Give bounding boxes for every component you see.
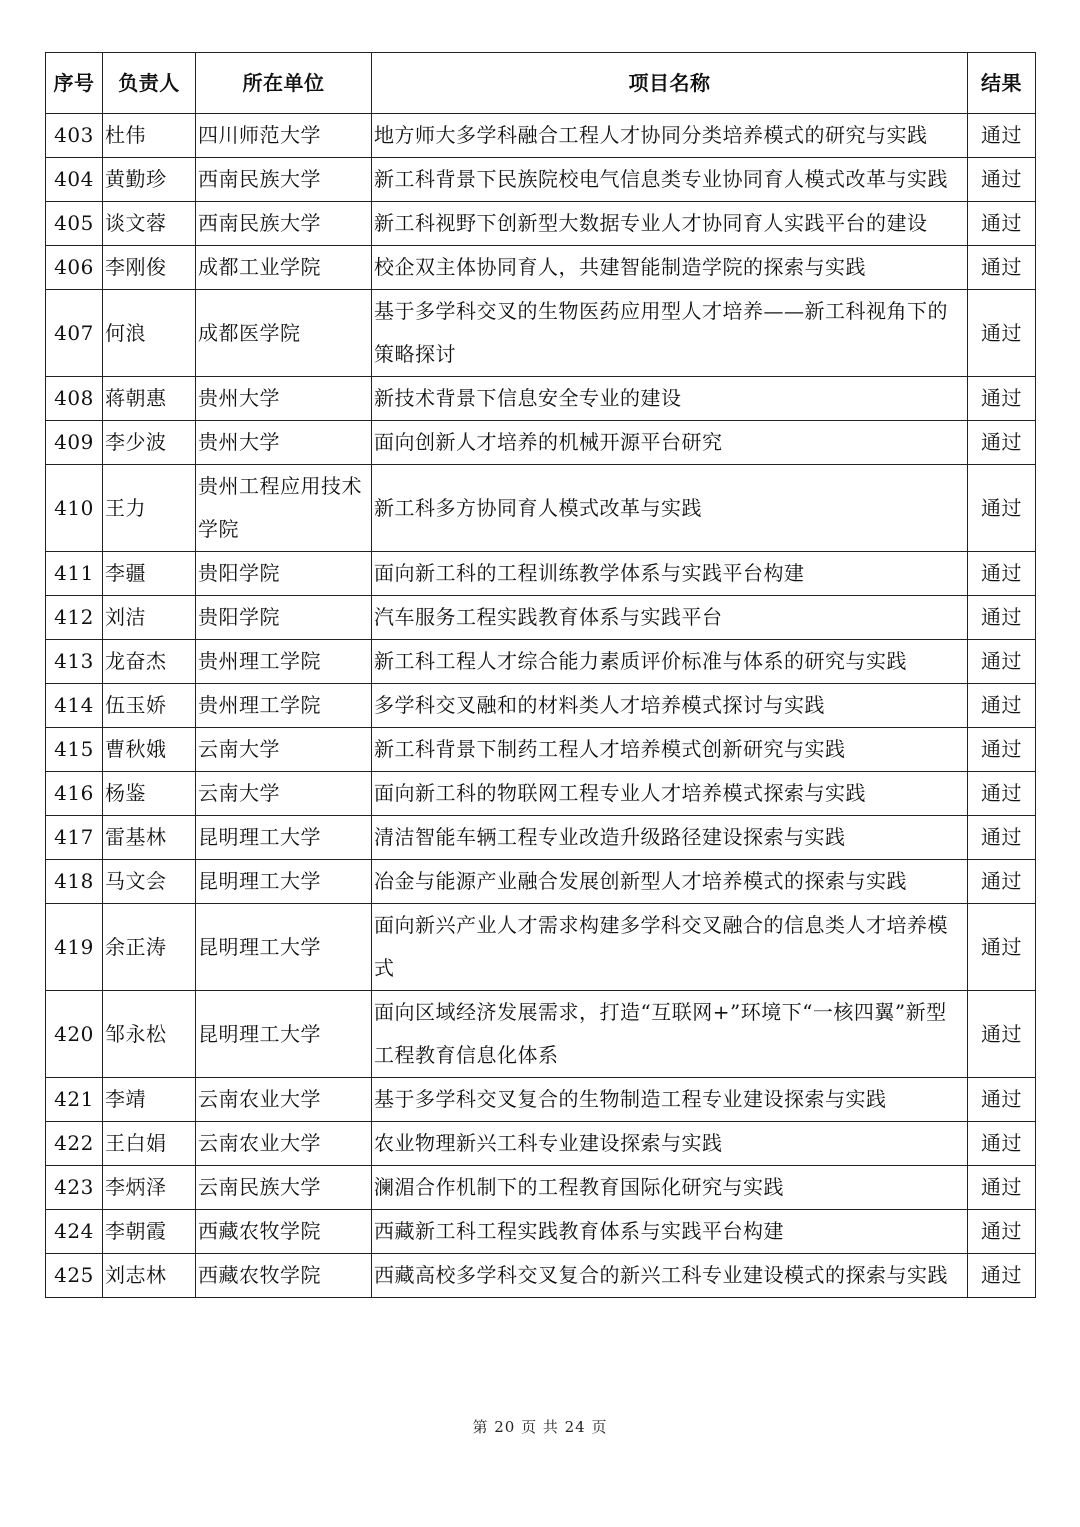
cell-result: 通过 [968, 640, 1036, 684]
cell-unit: 成都医学院 [196, 290, 372, 377]
cell-result: 通过 [968, 1122, 1036, 1166]
cell-no: 420 [46, 991, 103, 1078]
cell-no: 417 [46, 816, 103, 860]
cell-leader: 黄勤珍 [103, 158, 196, 202]
cell-no: 407 [46, 290, 103, 377]
table-row [46, 1210, 1036, 1254]
cell-project: 面向新工科的工程训练教学体系与实践平台构建 [372, 552, 968, 596]
cell-result: 通过 [968, 1254, 1036, 1298]
cell-unit: 云南大学 [196, 728, 372, 772]
cell-no: 422 [46, 1122, 103, 1166]
cell-no: 414 [46, 684, 103, 728]
cell-result: 通过 [968, 421, 1036, 465]
cell-unit: 西藏农牧学院 [196, 1254, 372, 1298]
cell-result: 通过 [968, 684, 1036, 728]
table-row [46, 860, 1036, 904]
cell-project: 新工科多方协同育人模式改革与实践 [372, 465, 968, 552]
cell-leader: 李少波 [103, 421, 196, 465]
cell-no: 423 [46, 1166, 103, 1210]
table-row [46, 684, 1036, 728]
cell-project: 校企双主体协同育人，共建智能制造学院的探索与实践 [372, 246, 968, 290]
cell-unit: 云南农业大学 [196, 1078, 372, 1122]
cell-result: 通过 [968, 860, 1036, 904]
header-result: 结果 [968, 53, 1036, 114]
cell-leader: 王白娟 [103, 1122, 196, 1166]
cell-result: 通过 [968, 1210, 1036, 1254]
cell-unit: 云南农业大学 [196, 1122, 372, 1166]
cell-no: 418 [46, 860, 103, 904]
table-row [46, 991, 1036, 1078]
cell-project: 面向创新人才培养的机械开源平台研究 [372, 421, 968, 465]
cell-unit: 西南民族大学 [196, 202, 372, 246]
header-project: 项目名称 [372, 53, 968, 114]
table-row [46, 772, 1036, 816]
cell-unit: 云南大学 [196, 772, 372, 816]
header-row [46, 53, 1036, 114]
cell-result: 通过 [968, 1078, 1036, 1122]
cell-result: 通过 [968, 772, 1036, 816]
cell-project: 地方师大多学科融合工程人才协同分类培养模式的研究与实践 [372, 114, 968, 158]
cell-project: 西藏新工科工程实践教育体系与实践平台构建 [372, 1210, 968, 1254]
cell-project: 面向新工科的物联网工程专业人才培养模式探索与实践 [372, 772, 968, 816]
cell-no: 406 [46, 246, 103, 290]
cell-result: 通过 [968, 202, 1036, 246]
cell-no: 403 [46, 114, 103, 158]
cell-result: 通过 [968, 114, 1036, 158]
cell-unit: 西南民族大学 [196, 158, 372, 202]
header-unit: 所在单位 [196, 53, 372, 114]
table-row [46, 640, 1036, 684]
cell-unit: 昆明理工大学 [196, 816, 372, 860]
table-row [46, 1254, 1036, 1298]
cell-no: 415 [46, 728, 103, 772]
cell-project: 汽车服务工程实践教育体系与实践平台 [372, 596, 968, 640]
table-row [46, 377, 1036, 421]
cell-unit: 昆明理工大学 [196, 860, 372, 904]
cell-project: 清洁智能车辆工程专业改造升级路径建设探索与实践 [372, 816, 968, 860]
cell-no: 412 [46, 596, 103, 640]
cell-project: 多学科交叉融和的材料类人才培养模式探讨与实践 [372, 684, 968, 728]
cell-project: 西藏高校多学科交叉复合的新兴工科专业建设模式的探索与实践 [372, 1254, 968, 1298]
cell-leader: 邹永松 [103, 991, 196, 1078]
cell-no: 419 [46, 904, 103, 991]
cell-no: 404 [46, 158, 103, 202]
cell-unit: 昆明理工大学 [196, 991, 372, 1078]
table-row [46, 1166, 1036, 1210]
cell-no: 425 [46, 1254, 103, 1298]
table-row [46, 246, 1036, 290]
cell-unit: 云南民族大学 [196, 1166, 372, 1210]
table-row [46, 816, 1036, 860]
header-no: 序号 [46, 53, 103, 114]
table-row [46, 728, 1036, 772]
cell-no: 405 [46, 202, 103, 246]
cell-result: 通过 [968, 246, 1036, 290]
cell-result: 通过 [968, 158, 1036, 202]
cell-project: 冶金与能源产业融合发展创新型人才培养模式的探索与实践 [372, 860, 968, 904]
cell-result: 通过 [968, 1166, 1036, 1210]
cell-project: 新工科背景下民族院校电气信息类专业协同育人模式改革与实践 [372, 158, 968, 202]
cell-leader: 刘洁 [103, 596, 196, 640]
header-leader: 负责人 [103, 53, 196, 114]
table-row [46, 552, 1036, 596]
table-row [46, 904, 1036, 991]
cell-no: 410 [46, 465, 103, 552]
cell-leader: 马文会 [103, 860, 196, 904]
cell-leader: 刘志林 [103, 1254, 196, 1298]
cell-result: 通过 [968, 552, 1036, 596]
cell-unit: 贵州理工学院 [196, 640, 372, 684]
table-row [46, 290, 1036, 377]
results-table [45, 52, 1036, 1298]
cell-result: 通过 [968, 465, 1036, 552]
table-row [46, 114, 1036, 158]
page-footer: 第 20 页 共 24 页 [472, 1418, 608, 1436]
cell-project: 新技术背景下信息安全专业的建设 [372, 377, 968, 421]
cell-project: 面向区域经济发展需求，打造“互联网+”环境下“一核四翼”新型工程教育信息化体系 [372, 991, 968, 1078]
cell-project: 基于多学科交叉的生物医药应用型人才培养——新工科视角下的策略探讨 [372, 290, 968, 377]
table-row [46, 1078, 1036, 1122]
cell-unit: 四川师范大学 [196, 114, 372, 158]
cell-leader: 伍玉娇 [103, 684, 196, 728]
cell-leader: 李朝霞 [103, 1210, 196, 1254]
cell-unit: 成都工业学院 [196, 246, 372, 290]
cell-unit: 西藏农牧学院 [196, 1210, 372, 1254]
cell-no: 408 [46, 377, 103, 421]
cell-project: 面向新兴产业人才需求构建多学科交叉融合的信息类人才培养模式 [372, 904, 968, 991]
cell-project: 基于多学科交叉复合的生物制造工程专业建设探索与实践 [372, 1078, 968, 1122]
cell-unit: 贵州大学 [196, 377, 372, 421]
cell-result: 通过 [968, 728, 1036, 772]
cell-project: 农业物理新兴工科专业建设探索与实践 [372, 1122, 968, 1166]
cell-leader: 李炳泽 [103, 1166, 196, 1210]
cell-project: 新工科工程人才综合能力素质评价标准与体系的研究与实践 [372, 640, 968, 684]
cell-leader: 杨鉴 [103, 772, 196, 816]
cell-leader: 李刚俊 [103, 246, 196, 290]
table-row [46, 421, 1036, 465]
cell-leader: 杜伟 [103, 114, 196, 158]
cell-unit: 贵州理工学院 [196, 684, 372, 728]
cell-project: 澜湄合作机制下的工程教育国际化研究与实践 [372, 1166, 968, 1210]
cell-unit: 贵阳学院 [196, 552, 372, 596]
table-row [46, 596, 1036, 640]
table-row [46, 1122, 1036, 1166]
cell-no: 421 [46, 1078, 103, 1122]
cell-no: 413 [46, 640, 103, 684]
cell-leader: 王力 [103, 465, 196, 552]
cell-project: 新工科背景下制药工程人才培养模式创新研究与实践 [372, 728, 968, 772]
cell-no: 416 [46, 772, 103, 816]
cell-unit: 贵阳学院 [196, 596, 372, 640]
cell-leader: 曹秋娥 [103, 728, 196, 772]
table-row [46, 202, 1036, 246]
cell-result: 通过 [968, 596, 1036, 640]
cell-leader: 李靖 [103, 1078, 196, 1122]
cell-leader: 李疆 [103, 552, 196, 596]
cell-unit: 贵州大学 [196, 421, 372, 465]
cell-unit: 贵州工程应用技术学院 [196, 465, 372, 552]
cell-leader: 蒋朝惠 [103, 377, 196, 421]
cell-result: 通过 [968, 991, 1036, 1078]
cell-leader: 余正涛 [103, 904, 196, 991]
cell-unit: 昆明理工大学 [196, 904, 372, 991]
cell-no: 424 [46, 1210, 103, 1254]
table-row [46, 158, 1036, 202]
table-row [46, 465, 1036, 552]
cell-result: 通过 [968, 904, 1036, 991]
cell-result: 通过 [968, 377, 1036, 421]
cell-leader: 龙奋杰 [103, 640, 196, 684]
cell-leader: 雷基林 [103, 816, 196, 860]
cell-project: 新工科视野下创新型大数据专业人才协同育人实践平台的建设 [372, 202, 968, 246]
cell-result: 通过 [968, 816, 1036, 860]
cell-leader: 何浪 [103, 290, 196, 377]
cell-no: 409 [46, 421, 103, 465]
cell-no: 411 [46, 552, 103, 596]
cell-leader: 谈文蓉 [103, 202, 196, 246]
cell-result: 通过 [968, 290, 1036, 377]
